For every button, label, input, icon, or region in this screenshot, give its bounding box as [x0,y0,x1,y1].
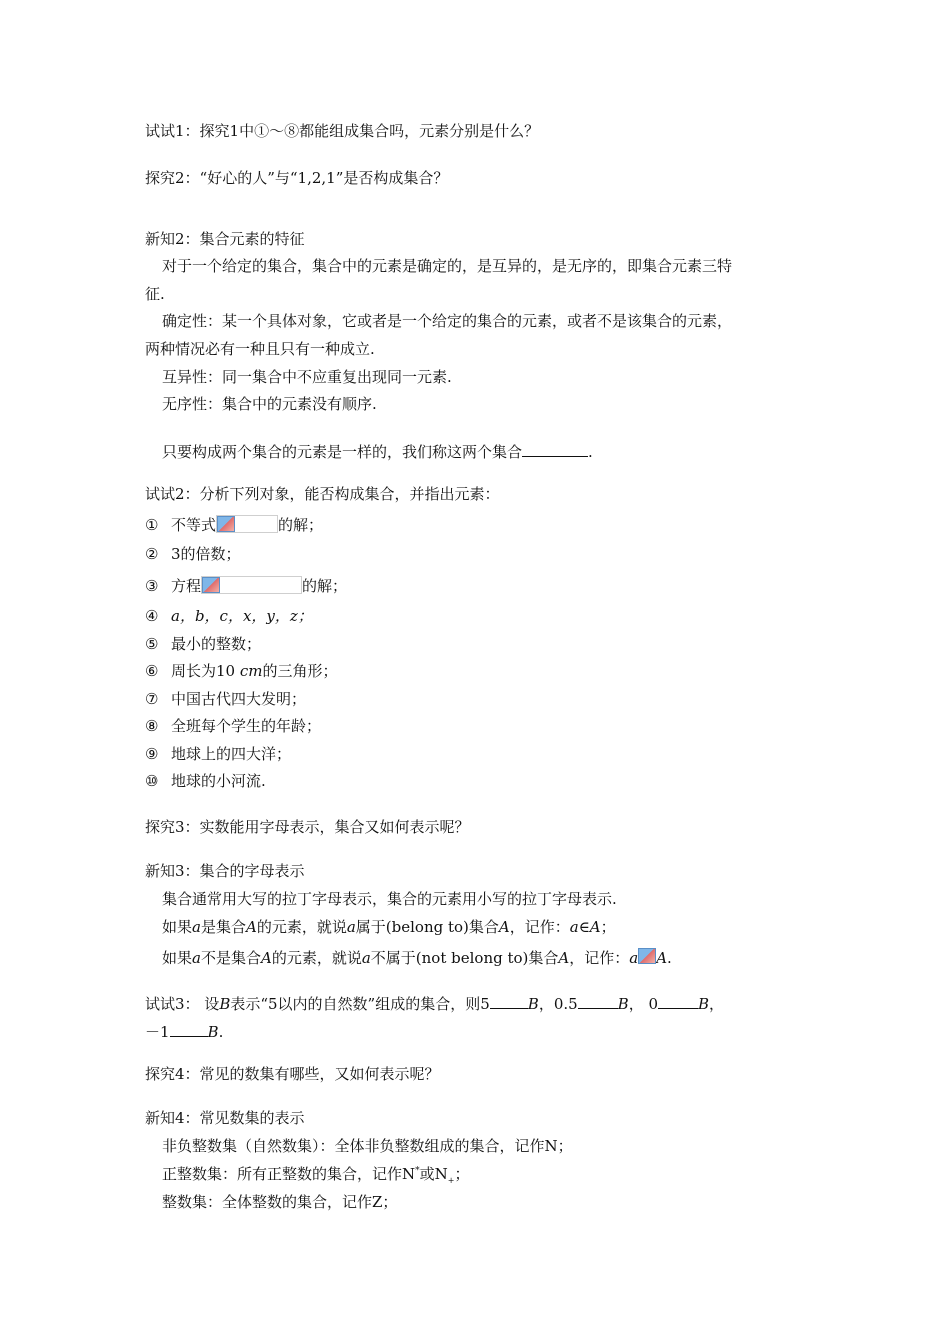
answer-blank[interactable] [522,442,588,457]
item-number: ⑤ [145,635,159,653]
try2-item-4 [145,609,313,624]
new2-p1b: 征. [145,285,165,303]
item-text: 的三角形； [262,662,338,680]
try2-item-5 [145,637,261,652]
item-text: 3的倍数； [171,545,241,563]
formula-image-icon [216,515,278,533]
new2-p5-text: 只要构成两个集合的元素是一样的，我们称这两个集合 [162,443,523,461]
new2-p5-end: . [588,443,593,461]
item-text: 中国古代四大发明； [171,690,307,708]
new3-title: 新知3：集合的字母表示 [145,862,305,880]
new4-p1: 非负整数集（自然数集）：全体非负整数组成的集合，记作N； [162,1137,573,1155]
item-text: 全班每个学生的年龄； [171,717,322,735]
try3-line1: 试试3： 设B表示“5以内的自然数”组成的集合，则5 B，0.5 B， 0 B， [145,995,725,1013]
new4-p3: 整数集：全体整数的集合，记作Z； [162,1193,398,1211]
new2-p2a: 确定性：某一个具体对象，它或者是一个给定的集合的元素，或者不是该集合的元素， [162,312,733,330]
item-number: ⑩ [145,772,159,790]
try2-item-2 [145,547,241,562]
try2-item-3 [145,576,347,594]
try2-item-6 [145,664,338,679]
not-in-symbol-icon [638,948,656,966]
new2-p3: 互异性：同一集合中不应重复出现同一元素. [162,368,452,386]
item-text: a，b，c，x，y，z； [171,607,313,625]
explore2-line: 探究2：“好心的人”与“1,2,1”是否构成集合？ [145,169,449,187]
new3-p3: 如果a不是集合A的元素，就说a不属于(not belong to)集合A，记作：a A. [162,949,672,967]
new3-p2: 如果a是集合A的元素，就说a属于(belong to)集合A，记作：a∈A； [162,918,616,936]
item-text: 的解； [278,516,324,534]
formula-image-icon [201,576,302,594]
try2-item-10 [145,774,266,789]
try2-item-9 [145,747,291,762]
new3-p1: 集合通常用大写的拉丁字母表示，集合的元素用小写的拉丁字母表示. [162,890,617,908]
item-text: 地球上的四大洋； [171,745,292,763]
item-text: 方程 [171,577,202,595]
item-text: 的解； [302,577,348,595]
answer-blank[interactable] [658,994,698,1009]
new2-p5 [162,442,593,460]
item-text: 不等式 [171,516,217,534]
item-number: ⑥ [145,662,159,680]
try2-title: 试试2：分析下列对象，能否构成集合，并指出元素： [145,485,500,503]
try1-line: 试试1：探究1中①～⑧都能组成集合吗，元素分别是什么？ [145,122,540,140]
item-text: 周长为10 [171,662,240,680]
item-number: ④ [145,607,159,625]
new2-p2b: 两种情况必有一种且只有一种成立. [145,340,375,358]
answer-blank[interactable] [170,1022,208,1037]
item-number: ③ [145,577,159,595]
new4-p2: 正整数集：所有正整数的集合，记作N*或$N_+$； [162,1165,470,1185]
new4-title: 新知4：常见数集的表示 [145,1109,305,1127]
item-number: ⑧ [145,717,159,735]
answer-blank[interactable] [490,994,528,1009]
item-text: 地球的小河流. [171,772,266,790]
item-number: ② [145,545,159,563]
item-number: ① [145,516,159,534]
try2-item-1 [145,515,323,533]
new2-title: 新知2：集合元素的特征 [145,230,305,248]
new2-p4: 无序性：集合中的元素没有顺序. [162,395,377,413]
item-text: 最小的整数； [171,635,262,653]
try2-item-7 [145,692,306,707]
try2-item-8 [145,719,321,734]
item-number: ⑦ [145,690,159,708]
try3-line2: －1 B. [145,1023,224,1041]
answer-blank[interactable] [578,994,618,1009]
item-unit: cm [239,662,263,680]
explore4-line: 探究4：常见的数集有哪些，又如何表示呢？ [145,1065,440,1083]
explore3-line: 探究3：实数能用字母表示，集合又如何表示呢？ [145,818,470,836]
item-number: ⑨ [145,745,159,763]
new2-p1a: 对于一个给定的集合，集合中的元素是确定的，是互异的，是无序的，即集合元素三特 [162,257,733,275]
